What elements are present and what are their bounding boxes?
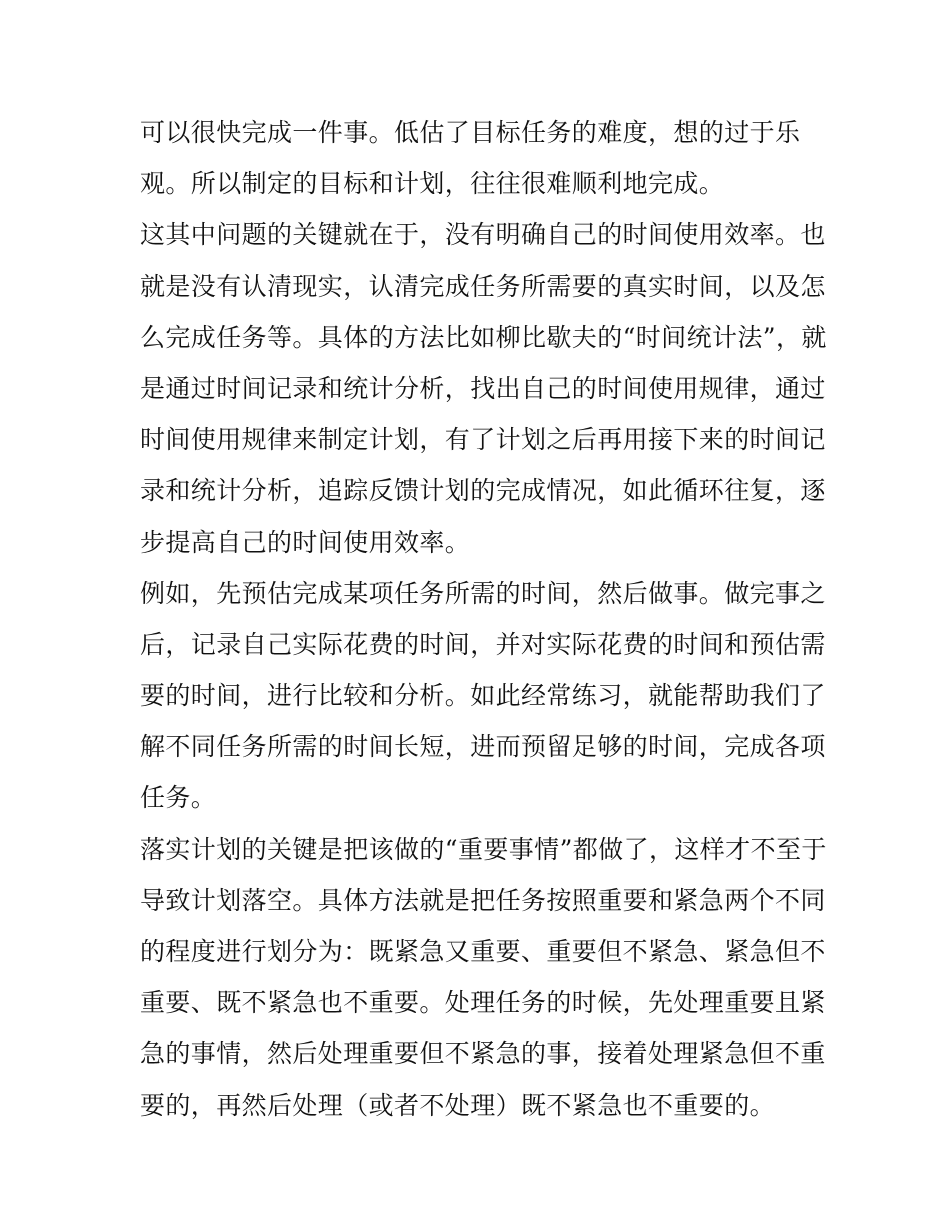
text-line: 急的事情，然后处理重要但不紧急的事，接着处理紧急但不重 <box>140 1039 826 1069</box>
text-line: 重要、既不紧急也不重要。处理任务的时候，先处理重要且紧 <box>140 988 826 1018</box>
text-line: 时间使用规律来制定计划，有了计划之后再用接下来的时间记 <box>140 425 826 455</box>
text-line: 的程度进行划分为：既紧急又重要、重要但不紧急、紧急但不 <box>140 937 826 966</box>
paragraph <box>140 568 826 824</box>
text-line: 后，记录自己实际花费的时间，并对实际花费的时间和预估需 <box>140 629 826 659</box>
text-line: 可以很快完成一件事。低估了目标任务的难度，想的过于乐 <box>140 118 801 147</box>
text-line: 落实计划的关键是把该做的“重要事情”都做了，这样才不至于 <box>140 834 827 864</box>
text-line: 步提高自己的时间使用效率。 <box>140 527 471 557</box>
text-line: 就是没有认清现实，认清完成任务所需要的真实时间，以及怎 <box>140 271 826 301</box>
body-text <box>140 107 827 1131</box>
text-line: 是通过时间记录和统计分析，找出自己的时间使用规律，通过 <box>140 373 826 403</box>
paragraph <box>140 209 827 567</box>
text-line: 要的，再然后处理（或者不处理）既不紧急也不重要的。 <box>140 1090 776 1120</box>
text-line: 观。所以制定的目标和计划，往往很难顺利地完成。 <box>140 169 725 199</box>
text-line: 解不同任务所需的时间长短，进而预留足够的时间，完成各项 <box>140 732 826 762</box>
text-line: 例如，先预估完成某项任务所需的时间，然后做事。做完事之 <box>140 578 826 608</box>
text-line: 要的时间，进行比较和分析。如此经常练习，就能帮助我们了 <box>140 681 826 711</box>
paragraph <box>140 824 827 1131</box>
paragraph <box>140 107 820 209</box>
text-line: 任务。 <box>140 783 217 813</box>
text-line: 导致计划落空。具体方法就是把任务按照重要和紧急两个不同 <box>140 885 826 915</box>
text-line: 么完成任务等。具体的方法比如柳比歇夫的“时间统计法”，就 <box>140 322 827 352</box>
text-line: 录和统计分析，追踪反馈计划的完成情况，如此循环往复，逐 <box>140 476 826 506</box>
text-line: 这其中问题的关键就在于，没有明确自己的时间使用效率。也 <box>140 220 826 250</box>
